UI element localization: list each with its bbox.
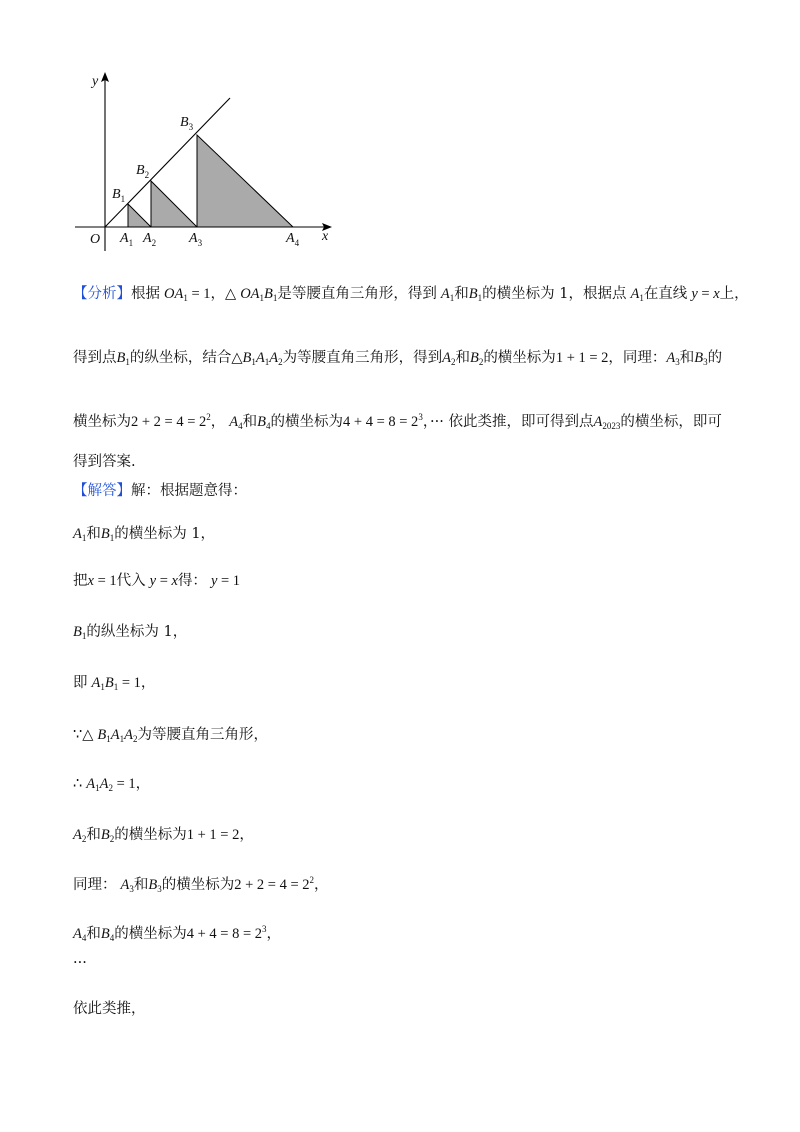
analysis-line-1: 【分析】根据 $OA_1 = 1$，△ $OA_1B_1$是等腰直角三角形，得到 $A_1$和$B_1$的横坐标为 1，根据点 $A_1$在直线 y = x上， <box>73 286 749 303</box>
label-b1: $B_1$ <box>112 187 126 204</box>
label-a3: $A_3$ <box>189 231 203 248</box>
solution-line-6: ∴ $A_1A_2 = 1$， <box>73 776 151 793</box>
label-o: O <box>90 232 101 247</box>
solution-line-7: $A_2$和$B_2$的横坐标为1 + 1 = 2， <box>73 827 254 844</box>
solution-line-5: ∵△ $B_1A_1A_2$为等腰直角三角形， <box>73 727 268 744</box>
analysis-line-4: 得到答案. <box>73 454 136 470</box>
label-a2: $A_2$ <box>143 231 157 248</box>
label-b3: $B_3$ <box>180 115 194 132</box>
label-x: x <box>322 229 329 244</box>
solution-line-2: 把x = 1代入 y = x得： y = 1 <box>73 573 241 589</box>
solution-line-10: ··· <box>73 955 87 971</box>
solution-line-3: $B_1$的纵坐标为 1， <box>73 624 188 641</box>
solution-line-11: 依此类推， <box>73 1001 146 1017</box>
solution-line-1: $A_1$和$B_1$的横坐标为 1， <box>73 526 216 543</box>
triangle-b1-a1-a2 <box>128 204 151 227</box>
analysis-tag: 【分析】 <box>73 286 131 302</box>
label-b2: $B_2$ <box>136 163 150 180</box>
label-a4: $A_4$ <box>286 231 300 248</box>
solution-line-8: 同理： $A_3$和$B_3$的横坐标为$2 + 2 = 4 = 2^2$， <box>73 875 329 894</box>
geometry-figure <box>70 66 340 256</box>
solution-line-4: 即 $A_1B_1 = 1$， <box>73 675 156 692</box>
analysis-line-2: 得到点$B_1$的纵坐标，结合$\triangle B_1A_1A_2$为等腰直角三角形，得到$A_2$和$B_2$的横坐标为1 + 1 = 2，同理：$A_3$和$B_3$的 <box>73 350 723 367</box>
solution-line-9: $A_4$和$B_4$的横坐标为$4 + 4 = 8 = 2^3$， <box>73 924 282 943</box>
triangle-b3-a3-a4 <box>197 135 293 227</box>
triangle-b2-a2-a3 <box>151 181 197 227</box>
solution-tag: 【解答】 <box>73 483 131 499</box>
solution-header: 【解答】解：根据题意得： <box>73 483 247 499</box>
analysis-line-3: 横坐标为$2 + 2 = 4 = 2^2$， $A_4$和$B_4$的横坐标为$4 + 4 = 8 = 2^3$，··· 依此类推，即可得到点$A_{2023}$的横坐标，即可 <box>73 412 722 431</box>
label-a1: $A_1$ <box>120 231 134 248</box>
label-y: y <box>92 74 99 89</box>
